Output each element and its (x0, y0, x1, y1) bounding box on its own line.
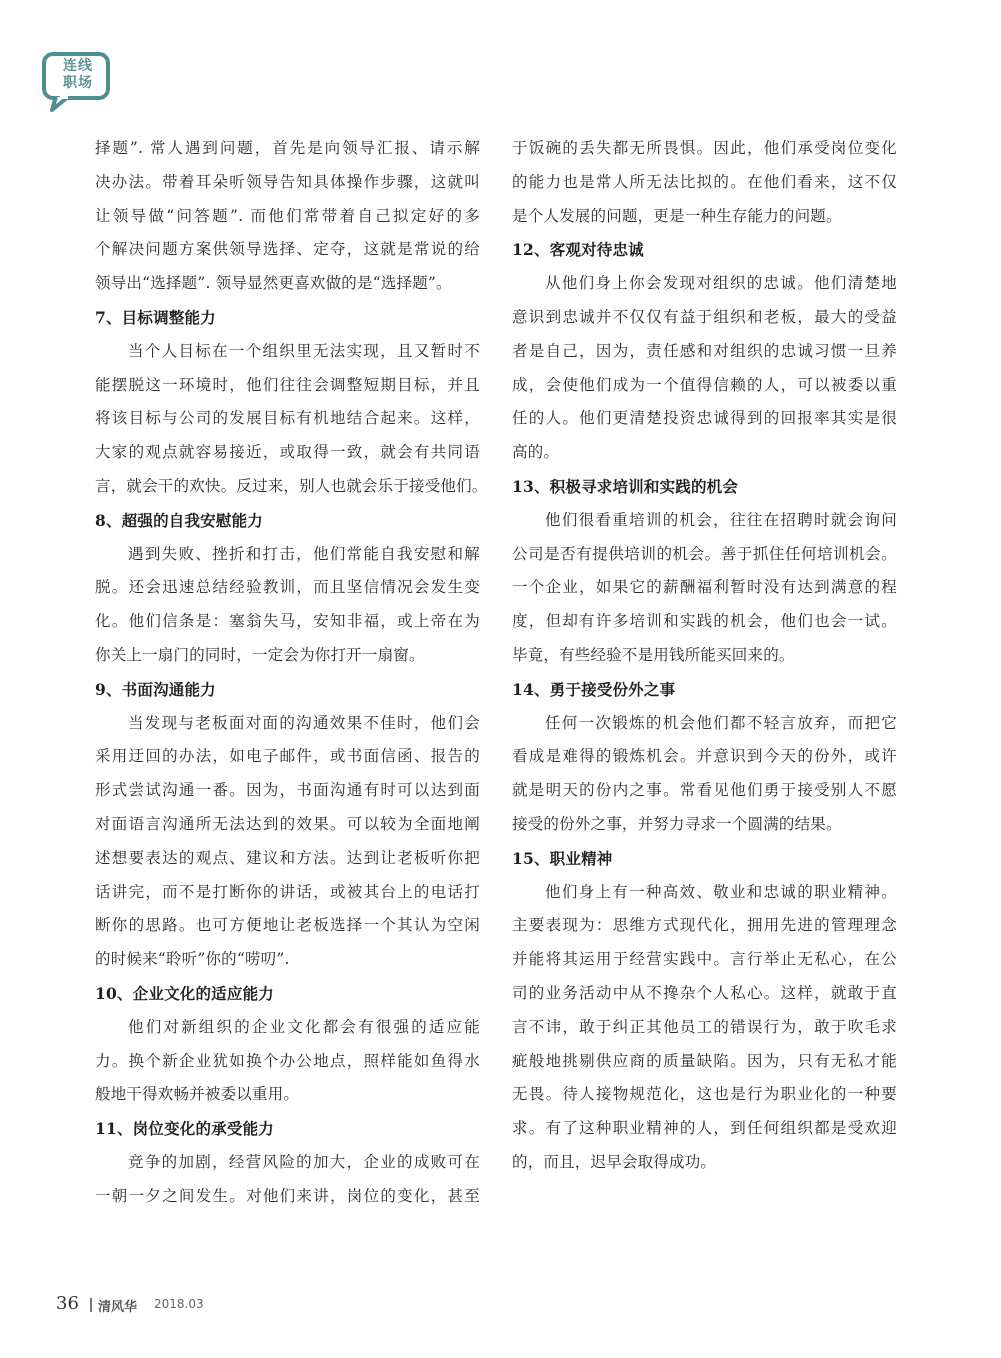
body-line: 并能将其运用于经营实践中。言行举止无私心，在公 (512, 950, 897, 969)
body-line: 形式尝试沟通一番。因为，书面沟通有时可以达到面 (95, 781, 480, 800)
body-line: 成，会使他们成为一个值得信赖的人，可以被委以重 (512, 375, 897, 394)
body-line: 言，就会干的欢快。反过来，别人也就会乐于接受他们。 (95, 476, 488, 495)
body-line: 择题”. 常人遇到问题，首先是向领导汇报、请示解 (95, 139, 480, 157)
body-line: 度，但却有许多培训和实践的机会，他们也会一试。 (512, 612, 897, 631)
body-line: 你关上一扇门的同时，一定会为你打开一扇窗。 (95, 645, 425, 664)
body-line: 当个人目标在一个组织里无法实现，且又暂时不 (128, 341, 480, 360)
body-line: 他们很看重培训的机会，往往在招聘时就会询问 (545, 510, 897, 529)
body-line: 任的人。他们更清楚投资忠诚得到的回报率其实是很 (512, 409, 897, 428)
footer-divider (90, 1298, 92, 1312)
body-line: 竞争的加剧，经营风险的加大，企业的成败可在 (128, 1152, 480, 1171)
body-line: 当发现与老板面对面的沟通效果不佳时，他们会 (128, 713, 480, 732)
section-heading: 14、勇于接受份外之事 (512, 679, 676, 699)
body-line: 力。换个新企业犹如换个办公地点，照样能如鱼得水 (95, 1051, 480, 1070)
left-column (95, 132, 488, 1214)
right-column (512, 132, 897, 1180)
body-line: 的能力也是常人所无法比拟的。在他们看来，这不仅 (512, 172, 897, 191)
body-line: 从他们身上你会发现对组织的忠诚。他们清楚地 (545, 274, 897, 293)
body-line: 决办法。带着耳朵听领导告知具体操作步骤，这就叫 (95, 172, 480, 191)
section-heading: 13、积极寻求培训和实践的机会 (512, 476, 739, 496)
body-line: 司的业务活动中从不搀杂个人私心。这样，就敢于直 (512, 983, 897, 1002)
body-line: 言不讳，敢于纠正其他员工的错误行为，敢于吹毛求 (512, 1017, 897, 1036)
body-line: 让领导做“问答题”. 而他们常带着自己拟定好的多 (95, 206, 480, 225)
page-number: 36 (56, 1293, 79, 1314)
body-line: 述想要表达的观点、建议和方法。达到让老板听你把 (95, 848, 480, 867)
body-line: 毕竟，有些经验不是用钱所能买回来的。 (512, 645, 795, 664)
section-heading: 7、目标调整能力 (95, 307, 216, 327)
section-logo (40, 50, 112, 112)
issue-date: 2018.03 (154, 1297, 204, 1311)
body-line: 者是自己，因为，责任感和对组织的忠诚习惯一旦养 (512, 341, 897, 360)
body-line: 他们身上有一种高效、敬业和忠诚的职业精神。 (545, 882, 897, 901)
body-line: 无畏。待人接物规范化，这也是行为职业化的一种要 (512, 1085, 897, 1104)
body-line: 领导出“选择题”. 领导显然更喜欢做的是“选择题”。 (95, 274, 452, 293)
section-heading: 9、书面沟通能力 (95, 679, 216, 699)
body-line: 个解决问题方案供领导选择、定夺，这就是常说的给 (95, 240, 480, 259)
body-line: 于饭碗的丢失都无所畏惧。因此，他们承受岗位变化 (512, 139, 897, 157)
body-line: 大家的观点就容易接近，或取得一致，就会有共同语 (95, 443, 480, 462)
body-line: 般地干得欢畅并被委以重用。 (95, 1085, 300, 1104)
section-heading: 15、职业精神 (512, 848, 613, 868)
body-line: 疵般地挑剔供应商的质量缺陷。因为，只有无私才能 (512, 1051, 897, 1070)
body-line: 任何一次锻炼的机会他们都不轻言放弃，而把它 (545, 713, 897, 732)
body-line: 一朝一夕之间发生。对他们来讲，岗位的变化，甚至 (95, 1186, 480, 1205)
body-line: 他们对新组织的企业文化都会有很强的适应能 (128, 1017, 480, 1036)
body-line: 话讲完，而不是打断你的讲话，或被其台上的电话打 (95, 882, 480, 901)
section-heading: 11、岗位变化的承受能力 (95, 1119, 274, 1139)
body-line: 的时候来“聆听”你的“唠叨”. (95, 950, 290, 969)
body-line: 能摆脱这一环境时，他们往往会调整短期目标，并且 (95, 375, 480, 394)
body-line: 的，而且，迟早会取得成功。 (512, 1152, 717, 1171)
body-line: 断你的思路。也可方便地让老板选择一个其认为空闲 (95, 916, 480, 935)
body-line: 求。有了这种职业精神的人，到任何组织都是受欢迎 (512, 1119, 897, 1138)
magazine-name: 清风华 (98, 1300, 138, 1315)
section-heading: 10、企业文化的适应能力 (95, 983, 274, 1003)
body-line: 是个人发展的问题，更是一种生存能力的问题。 (512, 206, 842, 225)
body-line: 遇到失败、挫折和打击，他们常能自我安慰和解 (128, 544, 480, 563)
body-line: 意识到忠诚并不仅仅有益于组织和老板，最大的受益 (512, 307, 897, 326)
body-line: 就是明天的份内之事。常看见他们勇于接受别人不愿 (512, 781, 897, 800)
body-line: 公司是否有提供培训的机会。善于抓住任何培训机会。 (512, 544, 897, 563)
body-line: 主要表现为：思维方式现代化，拥用先进的管理理念 (512, 916, 897, 935)
body-line: 看成是难得的锻炼机会。并意识到今天的份外，或许 (512, 747, 897, 766)
body-line: 对面语言沟通所无法达到的效果。可以较为全面地阐 (95, 814, 480, 833)
body-line: 脱。还会迅速总结经验教训，而且坚信情况会发生变 (95, 578, 480, 597)
section-logo-text (56, 58, 100, 92)
section-heading: 12、客观对待忠诚 (512, 240, 644, 260)
body-line: 接受的份外之事，并努力寻求一个圆满的结果。 (512, 814, 842, 833)
body-line: 高的。 (512, 443, 560, 462)
section-heading: 8、超强的自我安慰能力 (95, 510, 263, 530)
body-line: 将该目标与公司的发展目标有机地结合起来。这样， (95, 409, 480, 428)
logo-line-2: 职场 (63, 75, 93, 91)
body-line: 化。他们信条是：塞翁失马，安知非福，或上帝在为 (95, 612, 480, 631)
body-line: 一个企业，如果它的薪酬福利暂时没有达到满意的程 (512, 578, 897, 597)
body-line: 采用迂回的办法，如电子邮件，或书面信函、报告的 (95, 747, 480, 766)
logo-line-1: 连线 (63, 58, 93, 74)
